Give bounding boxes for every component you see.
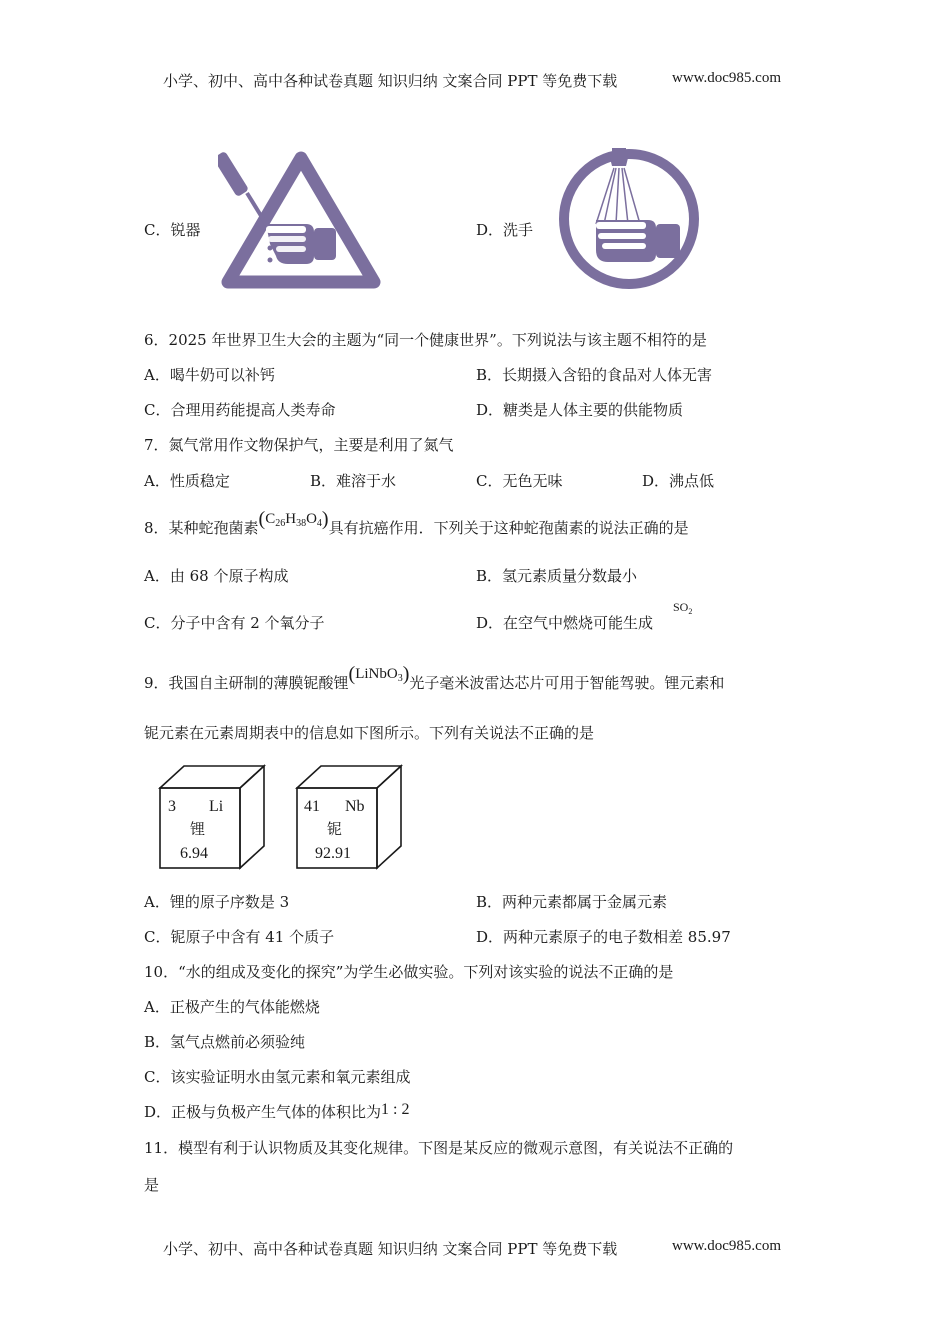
q10-option-d-text: D．正极与负极产生气体的体积比为 xyxy=(144,1103,382,1121)
nb-symbol: Nb xyxy=(345,798,365,815)
q8-stem-post: 具有抗癌作用．下列关于这种蛇孢菌素的说法正确的是 xyxy=(328,519,689,537)
q9-stem-post: 光子毫米波雷达芯片可用于智能驾驶。锂元素和 xyxy=(409,674,725,692)
q8-option-d: D．在空气中燃烧可能生成 xyxy=(476,614,654,632)
li-atomic-mass: 6.94 xyxy=(180,845,208,862)
q6-option-a: A．喝牛奶可以补钙 xyxy=(144,366,275,384)
q9-stem xyxy=(144,663,725,696)
nb-atomic-mass: 92.91 xyxy=(315,845,351,862)
li-atomic-number: 3 xyxy=(168,798,176,815)
footer-site: www.doc985.com xyxy=(672,1238,782,1254)
li-name: 锂 xyxy=(190,820,206,838)
q8-stem xyxy=(144,508,689,541)
footer-text: 小学、初中、高中各种试卷真题 知识归纳 文案合同 PPT 等免费下载 xyxy=(163,1240,618,1258)
q6-stem: 6．2025 年世界卫生大会的主题为“同一个健康世界”。下列说法与该主题不相符的是 xyxy=(144,331,707,349)
q6-option-d: D．糖类是人体主要的供能物质 xyxy=(476,401,684,419)
q9-option-a: A．锂的原子序数是 3 xyxy=(144,893,290,911)
q8-stem-pre: 8．某种蛇孢菌素 xyxy=(144,519,259,537)
sharp-object-sign-icon xyxy=(218,148,384,292)
header-site: www.doc985.com xyxy=(672,70,782,86)
option-d-wash-label: D．洗手 xyxy=(476,221,534,239)
q7-option-d: D．沸点低 xyxy=(642,472,715,490)
q9-stem-line2: 铌元素在元素周期表中的信息如下图所示。下列有关说法不正确的是 xyxy=(144,724,595,742)
q10-ratio: 1 : 2 xyxy=(381,1101,410,1118)
q10-stem: 10．“水的组成及变化的探究”为学生必做实验。下列对该实验的说法不正确的是 xyxy=(144,963,674,981)
q9-option-b: B．两种元素都属于金属元素 xyxy=(476,893,668,911)
header-text: 小学、初中、高中各种试卷真题 知识归纳 文案合同 PPT 等免费下载 xyxy=(163,72,618,90)
q10-option-d xyxy=(144,1102,409,1123)
q9-formula: (LiNbO$_3$) xyxy=(348,663,410,685)
q8-option-a: A．由 68 个原子构成 xyxy=(144,567,289,585)
q7-option-a: A．性质稳定 xyxy=(144,472,230,490)
q8-option-b: B．氢元素质量分数最小 xyxy=(476,567,638,585)
nb-atomic-number: 41 xyxy=(304,798,320,815)
element-cell-li xyxy=(158,764,266,870)
q8-so2-formula: $SO_2$ xyxy=(673,600,693,616)
q7-stem: 7．氮气常用作文物保护气，主要是利用了氮气 xyxy=(144,436,454,454)
q11-stem-line2: 是 xyxy=(144,1176,160,1194)
q7-option-c: C．无色无味 xyxy=(476,472,563,490)
li-symbol: Li xyxy=(209,798,224,815)
q9-stem-pre: 9．我国自主研制的薄膜铌酸锂 xyxy=(144,674,349,692)
q8-formula: $(C_{26}H_{38}O_4)$ xyxy=(258,508,329,530)
q10-option-b: B．氢气点燃前必须验纯 xyxy=(144,1033,306,1051)
q6-option-c: C．合理用药能提高人类寿命 xyxy=(144,401,336,419)
q6-option-b: B．长期摄入含铅的食品对人体无害 xyxy=(476,366,713,384)
nb-name: 铌 xyxy=(327,820,343,838)
option-c-sharp-label: C．锐器 xyxy=(144,221,201,239)
q8-option-c: C．分子中含有 2 个氧分子 xyxy=(144,614,325,632)
q10-option-c: C．该实验证明水由氢元素和氧元素组成 xyxy=(144,1068,411,1086)
hand-washing-sign-icon xyxy=(556,146,702,292)
q11-stem: 11．模型有利于认识物质及其变化规律。下图是某反应的微观示意图，有关说法不正确的 xyxy=(144,1139,734,1157)
q10-option-a: A．正极产生的气体能燃烧 xyxy=(144,998,320,1016)
q7-option-b: B．难溶于水 xyxy=(310,472,397,490)
q9-option-d: D．两种元素原子的电子数相差 85.97 xyxy=(476,928,731,946)
q9-option-c: C．铌原子中含有 41 个质子 xyxy=(144,928,335,946)
